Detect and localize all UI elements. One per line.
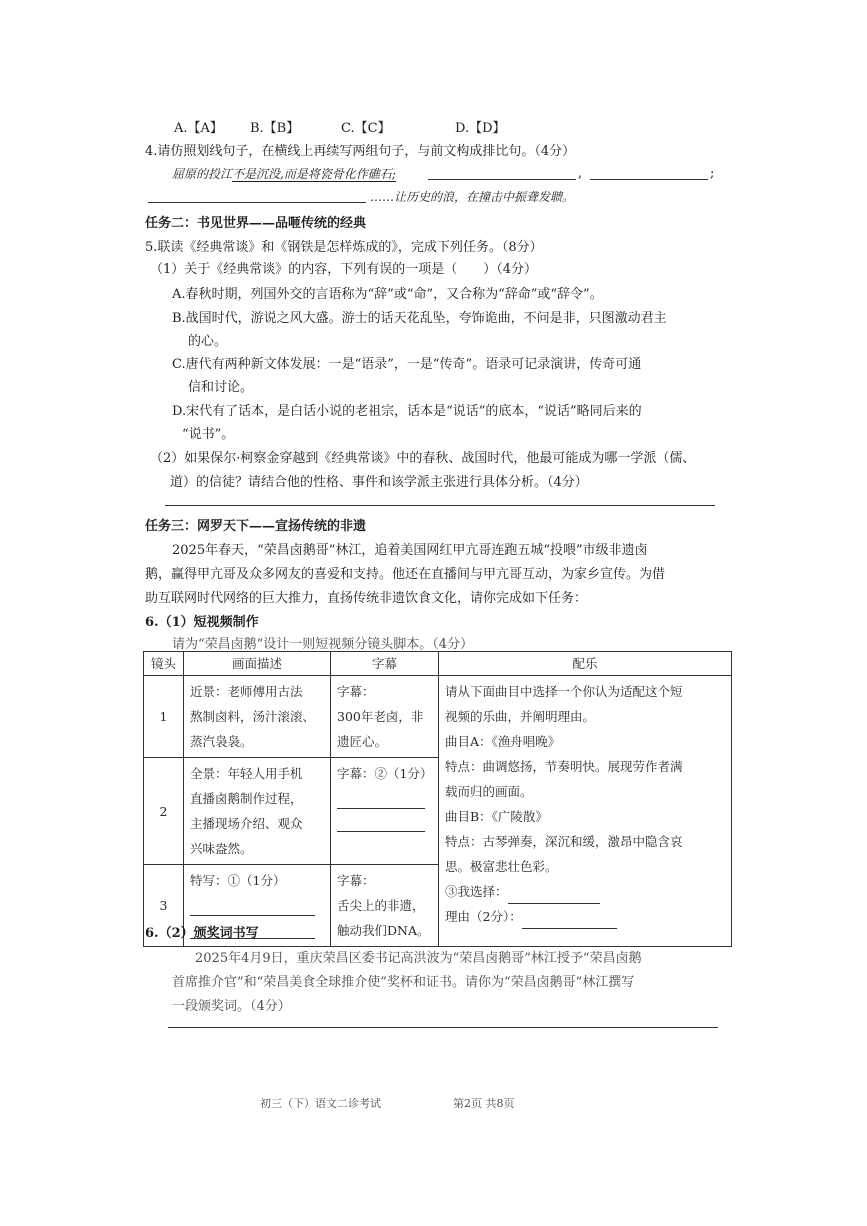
header-shot: 镜头 bbox=[144, 652, 184, 676]
q5-option-a: A.春秋时期，列国外交的言语称为“辞”或“命”，又合称为“辞命”或“辞令”。 bbox=[172, 287, 603, 302]
music-line: 思。极富悲壮色彩。 bbox=[445, 859, 558, 874]
shot-number: 2 bbox=[144, 758, 184, 865]
q5-option-b-line1: B.战国时代，游说之风大盛。游士的话天花乱坠，夸饰诡曲，不问是非，只图激动君主 bbox=[172, 311, 667, 326]
q3-option-d: D.【D】 bbox=[455, 121, 506, 136]
caption-line: 字幕： bbox=[337, 873, 375, 888]
caption-blank[interactable] bbox=[337, 813, 425, 832]
q6-2-line3: 一段颁奖词。（4分） bbox=[172, 999, 291, 1014]
q5-option-c-line2: 信和讨论。 bbox=[188, 380, 254, 395]
q4-blank-1[interactable] bbox=[428, 179, 576, 180]
q5-option-c-line1: C.唐代有两种新文体发展：一是“语录”，一是“传奇”。语录可记录演讲，传奇可通 bbox=[172, 357, 642, 372]
q6-2-line1: 2025年4月9日，重庆荣昌区委书记高洪波为“荣昌卤鹅哥”林江授予“荣昌卤鹅 bbox=[195, 951, 642, 966]
caption-line: 遗匠心。 bbox=[337, 734, 388, 749]
music-line: 请从下面曲目中选择一个你认为适配这个短 bbox=[445, 684, 683, 699]
caption-line: 300年老卤，非 bbox=[337, 709, 424, 724]
q4-blank-3[interactable] bbox=[148, 202, 366, 203]
music-choice-label: ③我选择： bbox=[445, 884, 508, 899]
q4-prompt: 4.请仿照划线句子，在横线上再续写两组句子，与前文构成排比句。（4分） bbox=[145, 144, 576, 159]
q5-option-b-line2: 的心。 bbox=[188, 334, 228, 349]
shot-description bbox=[184, 758, 331, 865]
music-line: 载而归的画面。 bbox=[445, 784, 533, 799]
q3-option-b: B.【B】 bbox=[250, 121, 300, 136]
desc-blank[interactable] bbox=[190, 897, 315, 916]
caption-line: 字幕： bbox=[337, 684, 375, 699]
q5-prompt: 5.联读《经典常谈》和《钢铁是怎样炼成的》，完成下列任务。（8分） bbox=[145, 240, 543, 255]
q4-example-line bbox=[172, 165, 396, 182]
footer-exam-name: 初三（下）语文二诊考试 bbox=[260, 1097, 381, 1110]
q4-line2-end: ……让历史的浪，在撞击中振聋发聩。 bbox=[370, 190, 575, 204]
q3-option-a: A.【A】 bbox=[174, 121, 223, 136]
q4-blank-2[interactable] bbox=[590, 179, 708, 180]
shot-caption bbox=[331, 676, 439, 758]
music-line: 特点：古琴弹奏，深沉和缓，激昂中隐含哀 bbox=[445, 834, 683, 849]
task3-intro-line3: 助互联网时代网络的巨大推力，直扬传统非遗饮食文化，请你完成如下任务： bbox=[145, 591, 588, 606]
desc-line: 直播卤鹅制作过程， bbox=[190, 791, 303, 806]
table-header-row bbox=[144, 652, 732, 676]
q5-2-line1: （2）如果保尔·柯察金穿越到《经典常谈》中的春秋、战国时代，他最可能成为哪一学派（儒、 bbox=[150, 451, 696, 466]
q6-1-prompt: 请为“荣昌卤鹅”设计一则短视频分镜头脚本。（4分） bbox=[172, 637, 474, 652]
shot-number: 1 bbox=[144, 676, 184, 758]
q4-comma: , bbox=[578, 166, 583, 181]
music-reason-blank[interactable] bbox=[522, 914, 617, 929]
task3-intro-line2: 鹅，赢得甲亢哥及众多网友的喜爱和支持。他还在直播间与甲亢哥互动，为家乡宣传。为借 bbox=[145, 567, 666, 582]
shot-caption bbox=[331, 758, 439, 865]
desc-line: 全景：年轻人用手机 bbox=[190, 766, 303, 781]
music-line: 曲目A：《渔舟唱晚》 bbox=[445, 734, 561, 749]
caption-line: 字幕：②（1分） bbox=[337, 766, 433, 781]
q4-semicolon: ; bbox=[710, 166, 715, 181]
caption-line: 舌尖上的非遗， bbox=[337, 898, 425, 913]
desc-line: 特写：①（1分） bbox=[190, 873, 286, 888]
music-line: 曲目B：《广陵散》 bbox=[445, 809, 548, 824]
shot-description bbox=[184, 676, 331, 758]
q5-option-d-line2: “说书”。 bbox=[182, 427, 235, 442]
desc-line: 主播现场介绍、观众 bbox=[190, 816, 303, 831]
q6-2-heading: 6.（2）颁奖词书写 bbox=[145, 926, 259, 941]
q6-2-answer-line[interactable] bbox=[168, 1027, 718, 1028]
music-reason-label: 理由（2分）： bbox=[445, 909, 522, 924]
q6-1-heading: 6.（1）短视频制作 bbox=[145, 615, 259, 630]
caption-line: 触动我们DNA。 bbox=[337, 923, 430, 938]
table-row-shot-1 bbox=[144, 676, 732, 758]
music-reason bbox=[445, 904, 725, 929]
q4-example-start: 屈原的投江 bbox=[172, 167, 233, 181]
desc-line: 兴味盎然。 bbox=[190, 841, 253, 856]
shot-number: 3 bbox=[144, 865, 184, 947]
task3-intro-line1: 2025年春天，“荣昌卤鹅哥”林江，追着美国网红甲亢哥连跑五城“投喂”市级非遗卤 bbox=[172, 543, 648, 558]
music-cell bbox=[439, 676, 732, 947]
desc-line: 熬制卤料，汤汁滚滚、 bbox=[190, 709, 316, 724]
footer-page-number: 第2页 共8页 bbox=[453, 1097, 515, 1110]
header-caption: 字幕 bbox=[331, 652, 439, 676]
q6-2-line2: 首席推介官”和“荣昌美食全球推介使”奖杯和证书。请你为“荣昌卤鹅哥”林江撰写 bbox=[172, 975, 635, 990]
music-choice-blank[interactable] bbox=[508, 889, 600, 904]
caption-blank[interactable] bbox=[337, 790, 425, 809]
q5-option-d-line1: D.宋代有了话本，是白话小说的老祖宗，话本是“说话”的底本，“说话”略同后来的 bbox=[172, 404, 642, 419]
music-choice bbox=[445, 879, 725, 904]
header-music: 配乐 bbox=[439, 652, 732, 676]
shot-caption bbox=[331, 865, 439, 947]
desc-line: 近景：老师傅用古法 bbox=[190, 684, 303, 699]
q5-2-line2: 道）的信徒？请结合他的性格、事件和该学派主张进行具体分析。（4分） bbox=[170, 475, 588, 490]
storyboard-table bbox=[143, 651, 732, 947]
q5-2-answer-line[interactable] bbox=[165, 505, 715, 506]
task3-heading: 任务三：网罗天下——宣扬传统的非遗 bbox=[145, 519, 367, 534]
desc-line: 蒸汽袅袅。 bbox=[190, 734, 253, 749]
q4-example-underlined: 不是沉没,而是将瓷骨化作礁石; bbox=[232, 167, 396, 181]
task2-heading: 任务二：书见世界——品咂传统的经典 bbox=[145, 216, 367, 231]
header-description: 画面描述 bbox=[184, 652, 331, 676]
q5-1-prompt: （1）关于《经典常谈》的内容，下列有误的一项是（ ）（4分） bbox=[150, 262, 538, 277]
music-line: 视频的乐曲，并阐明理由。 bbox=[445, 709, 596, 724]
music-line: 特点：曲调悠扬，节奏明快。展现劳作者满 bbox=[445, 759, 683, 774]
q3-option-c: C.【C】 bbox=[341, 121, 391, 136]
